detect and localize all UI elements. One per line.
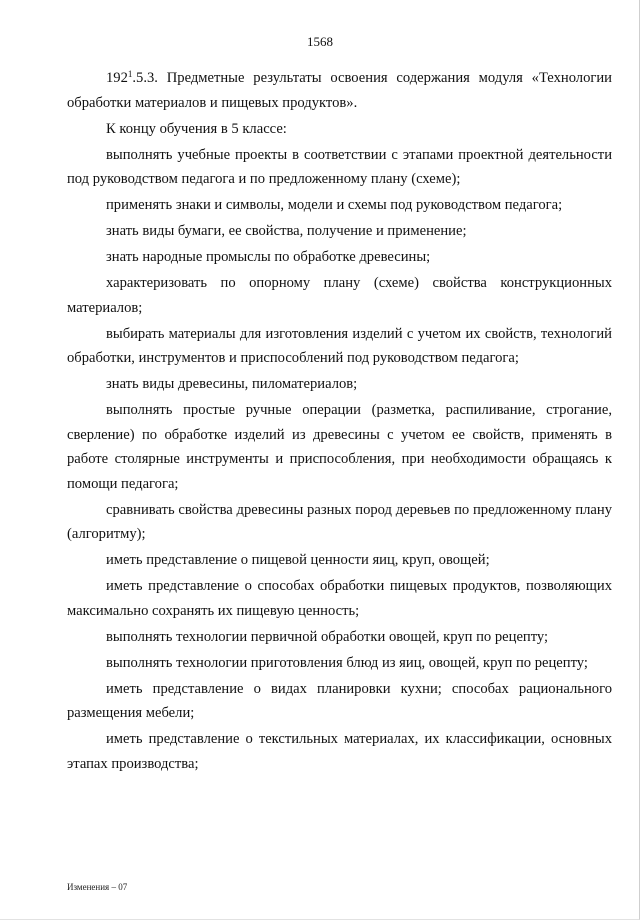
document-body: [67, 66, 612, 778]
list-item: выполнять простые ручные операции (разметка, распиливание, строгание, сверление) по обработке изделий из древесины с учетом ее свойств, применять в работе столярные инструменты и приспособления, при необходимости обращаясь к помощи педагога;: [67, 402, 612, 492]
heading-number: 192: [106, 70, 128, 86]
intro-paragraph: К концу обучения в 5 классе:: [106, 120, 287, 137]
footer-note: Изменения – 07: [67, 882, 128, 892]
page-number: 1568: [307, 34, 333, 49]
list-item: выбирать материалы для изготовления изделий с учетом их свойств, технологий обработки, инструментов и приспособлений под руководством педагога;: [67, 325, 612, 366]
list-item: выполнять технологии приготовления блюд из яиц, овощей, круп по рецепту;: [106, 654, 588, 671]
result-list: [67, 143, 612, 777]
list-item: выполнять учебные проекты в соответствии с этапами проектной деятельности под руководством педагога и по предложенному плану (схеме);: [67, 146, 612, 187]
list-item: характеризовать по опорному плану (схеме) свойства конструкционных материалов;: [67, 275, 612, 316]
section-heading: [67, 66, 612, 115]
list-item: сравнивать свойства древесины разных пород деревьев по предложенному плану (алгоритму);: [67, 501, 612, 542]
list-item: иметь представление о пищевой ценности яиц, круп, овощей;: [106, 552, 490, 568]
list-item: применять знаки и символы, модели и схемы под руководством педагога;: [106, 197, 563, 213]
heading-superscript: 1: [127, 69, 133, 79]
heading-text: .5.3. Предметные результаты освоения содержания модуля «Технологии обработки материалов и пищевых продуктов».: [67, 70, 612, 111]
list-item: выполнять технологии первичной обработки овощей, круп по рецепту;: [106, 628, 549, 645]
list-item: иметь представление о способах обработки пищевых продуктов, позволяющих максимально сохранять их пищевую ценность;: [67, 578, 612, 619]
list-item: знать виды древесины, пиломатериалов;: [106, 376, 358, 392]
list-item: знать народные промыслы по обработке древесины;: [106, 249, 431, 265]
list-item: знать виды бумаги, ее свойства, получение и применение;: [106, 223, 467, 239]
list-item: иметь представление о текстильных материалах, их классификации, основных этапах производства;: [67, 731, 612, 772]
list-item: иметь представление о видах планировки кухни; способах рационального размещения мебели;: [67, 680, 612, 721]
